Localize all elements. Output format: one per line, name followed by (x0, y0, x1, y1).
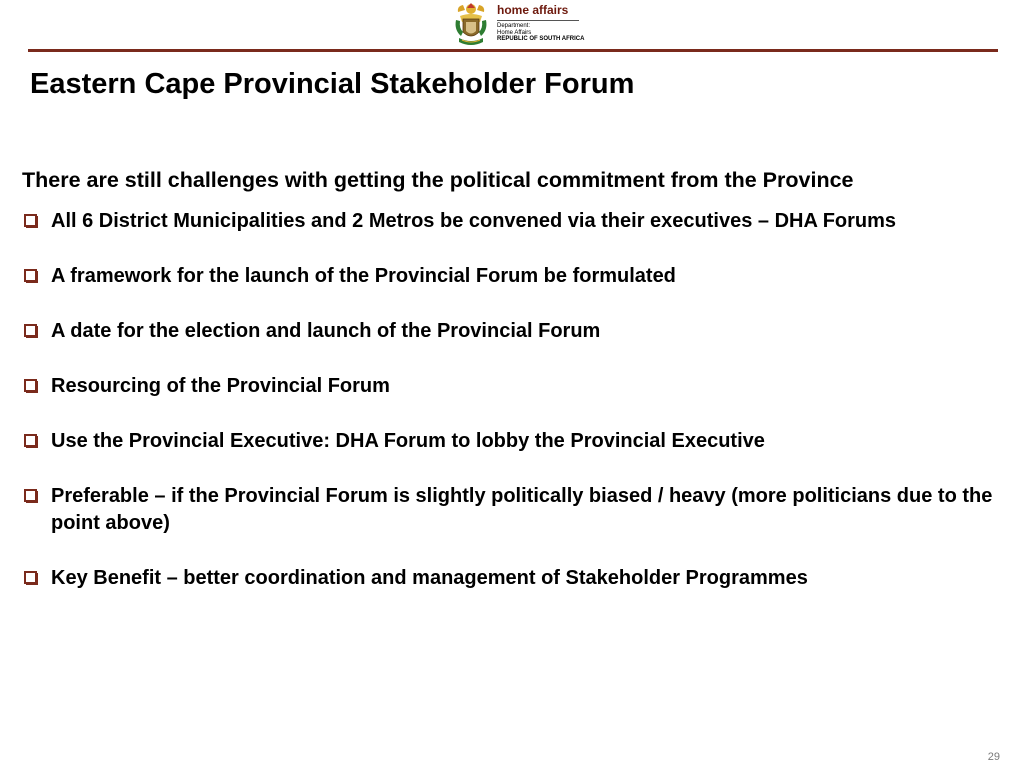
bullet-item (22, 263, 1007, 290)
coat-of-arms-icon (453, 2, 489, 48)
slide-title: Eastern Cape Provincial Stakeholder Forum (30, 68, 635, 100)
logo-text (497, 4, 584, 43)
bullet-item (22, 565, 1007, 592)
bullet-item (22, 318, 1007, 345)
home-affairs-logo (453, 2, 583, 50)
slide-body (22, 166, 1007, 620)
hollow-square-bullet-icon (24, 379, 37, 392)
intro-statement: There are still challenges with getting the political commitment from the Province (22, 168, 854, 192)
header-divider (28, 49, 998, 52)
department-label: Department: (497, 23, 531, 29)
bullet-text: Key Benefit – better coordination and management of Stakeholder Programmes (51, 567, 808, 589)
brand-divider (497, 20, 579, 21)
bullet-item (22, 208, 1007, 235)
hollow-square-bullet-icon (24, 214, 37, 227)
bullet-item (22, 483, 1007, 537)
bullet-text: Resourcing of the Provincial Forum (51, 375, 390, 397)
page-number: 29 (987, 751, 1000, 763)
country-name: REPUBLIC OF SOUTH AFRICA (497, 36, 585, 42)
bullet-list (22, 208, 1007, 592)
hollow-square-bullet-icon (24, 269, 37, 282)
bullet-item (22, 373, 1007, 400)
department-name: Home Affairs (497, 29, 532, 36)
bullet-item (22, 428, 1007, 455)
hollow-square-bullet-icon (24, 571, 37, 584)
brand-name: home affairs (497, 3, 569, 17)
bullet-text: Use the Provincial Executive: DHA Forum to lobby the Provincial Executive (51, 430, 765, 452)
hollow-square-bullet-icon (24, 324, 37, 337)
bullet-text: All 6 District Municipalities and 2 Metros be convened via their executives – DHA Forums (51, 210, 897, 232)
bullet-text: A framework for the launch of the Provincial Forum be formulated (51, 265, 676, 287)
hollow-square-bullet-icon (24, 489, 37, 502)
hollow-square-bullet-icon (24, 434, 37, 447)
bullet-text: A date for the election and launch of the Provincial Forum (51, 320, 601, 342)
bullet-text: Preferable – if the Provincial Forum is slightly politically biased / heavy (more politicians due to the point above) (51, 485, 993, 534)
